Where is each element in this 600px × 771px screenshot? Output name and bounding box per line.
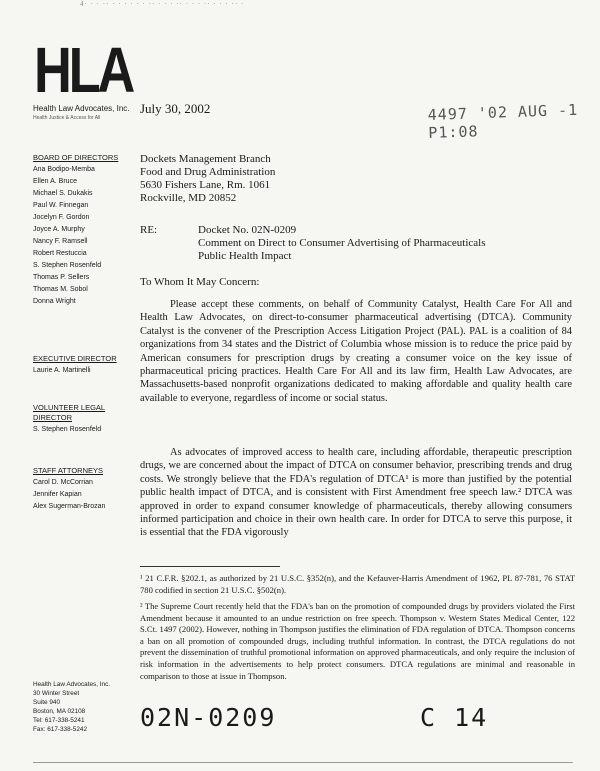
re-subject	[198, 224, 485, 263]
board-member: Joyce A. Murphy	[33, 226, 85, 233]
re-line: Docket No. 02N-0209	[198, 224, 297, 236]
address-line: Suite 940	[33, 699, 61, 706]
staff-member: Alex Sugerman-Brozan	[33, 503, 106, 510]
volunteer-heading: VOLUNTEER LEGAL	[33, 403, 106, 412]
received-stamp: 4497 '02 AUG -1 P1:08	[427, 100, 579, 142]
board-member: Robert Restuccia	[33, 250, 87, 257]
body-paragraph-1: Please accept these comments, on behalf of Community Catalyst, Health Care For All and Health Law Advocates, on direct-to-consumer pharmaceutical advertising (DTCA). Community Catalyst is the convener of the Prescription Access Litigation Project (PAL). PAL is a coalition of 84 organizations from 34 states and the District of Columbia whose mission is to reduce the price paid by American consumers for prescription drugs by creating a consumer voice on the key issue of pharmaceutical pricing practices. Health Care For All and its law firm, Health Law Advocates, are Massachusetts-based nonprofit organizations dedicated to making affordable and quality health care available to everyone, regardless of income or social status.	[140, 299, 572, 404]
volunteer-name: S. Stephen Rosenfeld	[33, 426, 102, 433]
board-member: Michael S. Dukakis	[33, 190, 93, 197]
board-heading: BOARD OF DIRECTORS	[33, 153, 119, 162]
salutation: To Whom It May Concern:	[140, 276, 260, 288]
address-line: Fax: 617-338-5242	[33, 726, 88, 733]
recipient-address	[140, 153, 275, 205]
board-member: Nancy F. Ramsell	[33, 238, 88, 245]
footnote-2: ² The Supreme Court recently held that the FDA's ban on the promotion of compounded drugs by providers violated the First Amendment because it amounted to an undue restriction on free speech. Thompson v. Western States Medical Center, 122 S.Ct. 1497 (2002). However, nothing in Thompson justifies the elimination of FDA regulation of DTCA. Thompson concerns a ban on all promotion of compounded drugs, including truthful information. In contrast, the DTCA regulations do not prevent the dissemination of truthful promotional information on approved pharmaceuticals, and only require the inclusion of risk information in the advertisements to help protect consumers. DTCA regulations are minimal and reasonable in comparison to those at issue in Thompson.	[140, 601, 575, 681]
re-label: RE:	[140, 224, 158, 236]
exec-heading: EXECUTIVE DIRECTOR	[33, 354, 117, 363]
address-line: Boston, MA 02108	[33, 708, 86, 715]
hla-logo: HLA	[34, 34, 133, 106]
board-member: Thomas M. Sobol	[33, 286, 88, 293]
board-member: Donna Wright	[33, 298, 76, 305]
address-line: Tel: 617-338-5241	[33, 717, 85, 724]
footer-address	[33, 680, 110, 734]
scan-noise: 4· · · ·· · · · · · · ·· · · · ·· · · · ·· · · · ·· ·	[80, 0, 245, 8]
exec-name: Laurie A. Martinelli	[33, 367, 91, 374]
board-member: Thomas P. Sellers	[33, 274, 90, 281]
board-member: Jocelyn F. Gordon	[33, 214, 90, 221]
handwritten-docket: 02N-0209	[140, 703, 277, 732]
staff-member: Carol D. McCorrian	[33, 479, 93, 486]
re-line: Public Health Impact	[198, 250, 292, 262]
staff-list	[33, 477, 105, 513]
staff-heading: STAFF ATTORNEYS	[33, 466, 104, 475]
footnote-rule	[140, 566, 280, 567]
address-line: Health Law Advocates, Inc.	[33, 681, 111, 688]
footnote-1: ¹ 21 C.F.R. §202.1, as authorized by 21 U.S.C. §352(n), and the Kefauver-Harris Amendment of 1962, PL 87-781, 76 STAT 780 codified in section 21 U.S.C. §502(n).	[140, 573, 575, 595]
board-member: S. Stephen Rosenfeld	[33, 262, 102, 269]
recipient-line: Dockets Management Branch	[140, 153, 271, 165]
org-name: Health Law Advocates, Inc.	[33, 104, 130, 113]
recipient-line: Food and Drug Administration	[140, 166, 276, 178]
address-line: 30 Winter Street	[33, 690, 80, 697]
board-list	[33, 164, 101, 308]
volunteer-heading-2: DIRECTOR	[33, 413, 73, 422]
board-member: Paul W. Finnegan	[33, 202, 89, 209]
staff-member: Jennifer Kapian	[33, 491, 82, 498]
recipient-line: 5630 Fishers Lane, Rm. 1061	[140, 179, 271, 191]
board-member: Ellen A. Bruce	[33, 178, 77, 185]
org-tagline: Health Justice & Access for All	[33, 115, 101, 121]
recipient-line: Rockville, MD 20852	[140, 192, 237, 204]
board-member: Ana Bodipo-Memba	[33, 166, 95, 173]
handwritten-code: C 14	[420, 703, 489, 732]
re-line: Comment on Direct to Consumer Advertising of Pharmaceuticals	[198, 237, 486, 249]
bottom-edge	[33, 762, 573, 763]
letter-date: July 30, 2002	[140, 101, 211, 116]
body-paragraph-2: As advocates of improved access to health care, including affordable, therapeutic prescription drugs, we are concerned about the impact of DTCA on consumer behavior, prescribing trends and drug costs. We strongly believe that the FDA's regulation of DTCA¹ is more than justified by the potential public health impact of DTCA, and is consistent with First Amendment free speech law.² DTCA was approved in order to expand consumer knowledge of pharmaceuticals, thereby allowing consumers informed participation and choice in their own health care. In order for DTCA to serve this purpose, it is essential that the FDA vigorously	[140, 447, 572, 539]
